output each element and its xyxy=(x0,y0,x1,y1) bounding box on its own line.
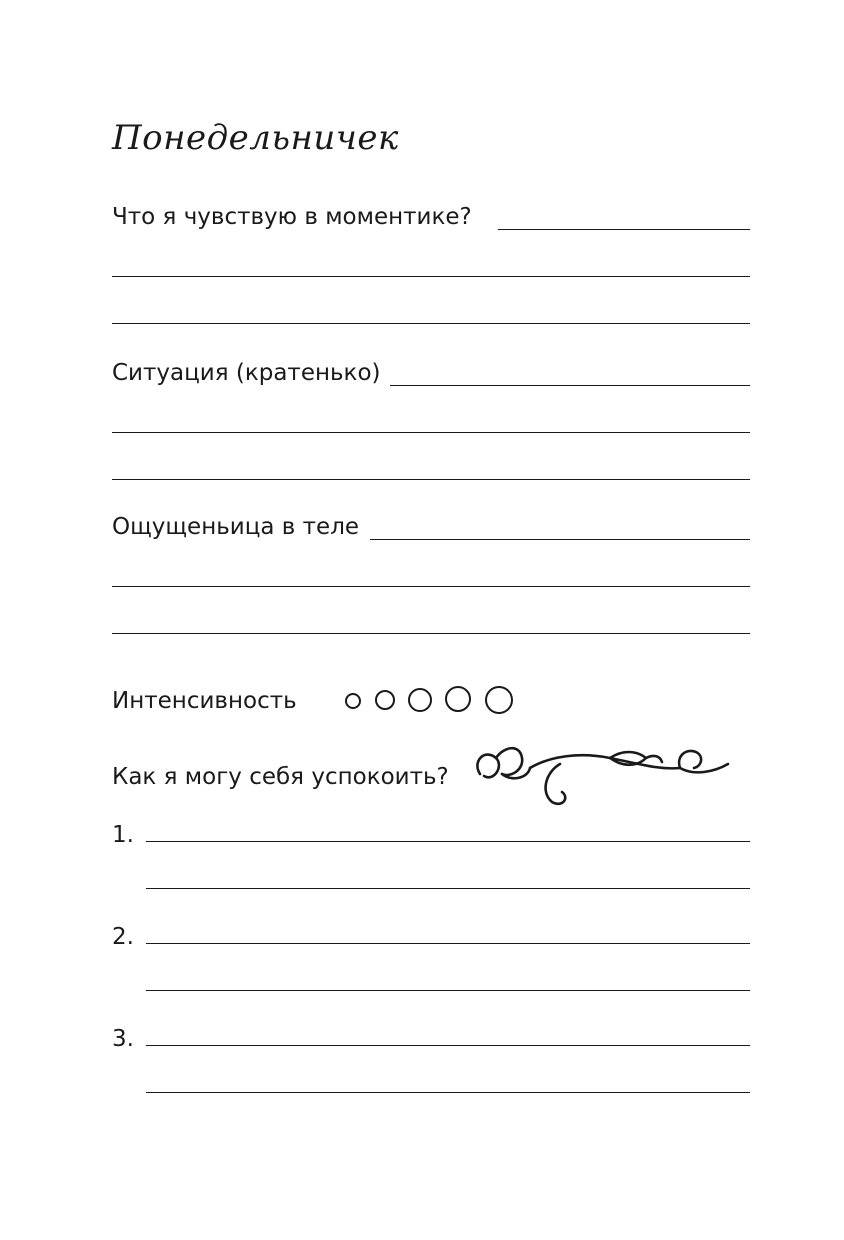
intensity-label: Интенсивность xyxy=(112,688,297,714)
body-answer-line-2[interactable] xyxy=(112,586,750,587)
list-item-2-line-1[interactable] xyxy=(146,943,750,944)
situation-answer-line-3[interactable] xyxy=(112,479,750,480)
list-item-3-line-1[interactable] xyxy=(146,1045,750,1046)
feeling-question-label: Что я чувствую в моментике? xyxy=(112,204,472,230)
intensity-circle-5[interactable] xyxy=(485,686,513,714)
intensity-circle-4[interactable] xyxy=(445,686,471,712)
list-item-number-3: 3. xyxy=(112,1026,134,1052)
feeling-answer-line-2[interactable] xyxy=(112,276,750,277)
list-item-number-1: 1. xyxy=(112,822,134,848)
situation-answer-line-2[interactable] xyxy=(112,432,750,433)
body-answer-line-3[interactable] xyxy=(112,633,750,634)
feeling-answer-line-3[interactable] xyxy=(112,323,750,324)
situation-answer-line-1[interactable] xyxy=(390,385,750,386)
calm-question-label: Как я могу себя успокоить? xyxy=(112,764,449,790)
flourish-ornament-icon xyxy=(470,742,732,814)
body-answer-line-1[interactable] xyxy=(370,539,750,540)
body-sensations-label: Ощущеньица в теле xyxy=(112,514,360,540)
list-item-2-line-2[interactable] xyxy=(146,990,750,991)
intensity-circle-1[interactable] xyxy=(345,693,361,709)
intensity-circle-2[interactable] xyxy=(375,690,395,710)
list-item-number-2: 2. xyxy=(112,924,134,950)
intensity-circle-3[interactable] xyxy=(408,688,432,712)
page-title: Понедельничек xyxy=(112,118,399,158)
situation-question-label: Ситуация (кратенько) xyxy=(112,360,381,386)
list-item-1-line-2[interactable] xyxy=(146,888,750,889)
list-item-1-line-1[interactable] xyxy=(146,841,750,842)
feeling-answer-line-1[interactable] xyxy=(498,229,750,230)
list-item-3-line-2[interactable] xyxy=(146,1092,750,1093)
